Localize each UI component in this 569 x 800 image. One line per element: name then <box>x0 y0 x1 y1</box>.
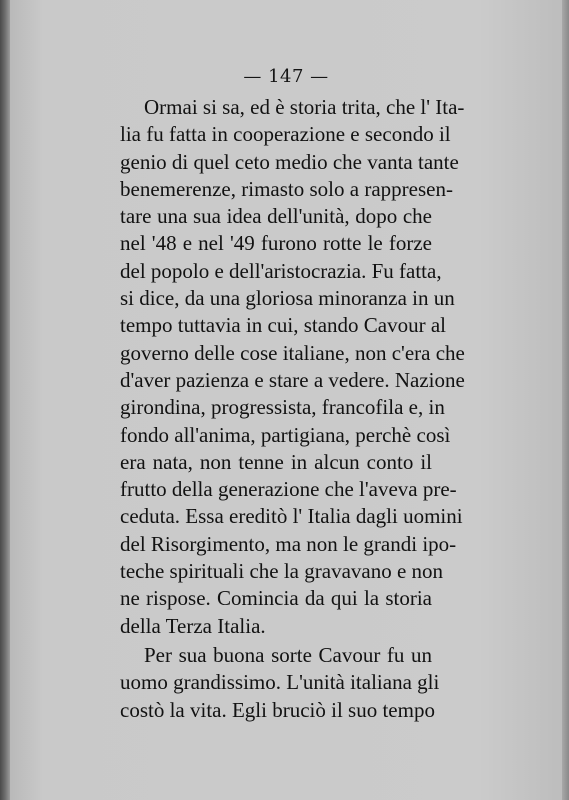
text-line: era nata, non tenne in alcun conto il <box>120 449 432 474</box>
text-line: Per sua buona sorte Cavour fu un <box>144 642 432 667</box>
text-line: teche spirituali che la gravavano e non <box>120 559 444 584</box>
text-line: si dice, da una gloriosa minoranza in un <box>120 286 455 311</box>
text-line: lia fu fatta in cooperazione e secondo il <box>120 122 451 147</box>
text-line: genio di quel ceto medio che vanta tante <box>120 149 459 174</box>
text-line: nel '48 e nel '49 furono rotte le forze <box>120 231 432 256</box>
text-line: ceduta. Essa ereditò l' Italia dagli uomini <box>120 504 463 529</box>
text-line: d'aver pazienza e stare a vedere. Nazione <box>120 367 465 392</box>
page-edge <box>562 0 569 800</box>
text-line: frutto della generazione che l'aveva pre- <box>120 477 457 502</box>
text-line: del popolo e dell'aristocrazia. Fu fatta, <box>120 258 442 283</box>
text-line: fondo all'anima, partigiana, perchè così <box>120 422 451 447</box>
text-line: del Risorgimento, ma non le grandi ipo- <box>120 531 457 556</box>
text-line: della Terza Italia. <box>120 613 266 638</box>
body-text <box>120 94 465 724</box>
text-line: costò la vita. Egli bruciò il suo tempo <box>120 697 435 722</box>
book-spine-shadow <box>0 0 10 800</box>
text-line: governo delle cose italiane, non c'era che <box>120 340 465 365</box>
text-line: benemerenze, rimasto solo a rappresen- <box>120 176 453 201</box>
text-line: Ormai si sa, ed è storia trita, che l' Ita- <box>144 95 465 119</box>
text-line: girondina, progressista, francofila e, in <box>120 395 445 420</box>
text-line: tare una sua idea dell'unità, dopo che <box>120 204 432 229</box>
text-line: ne rispose. Comincia da qui la storia <box>120 586 432 611</box>
text-line: tempo tuttavia in cui, stando Cavour al <box>120 313 447 338</box>
text-line: uomo grandissimo. L'unità italiana gli <box>120 670 440 695</box>
page-number: — 147 — <box>243 66 329 87</box>
book-page <box>10 0 562 800</box>
